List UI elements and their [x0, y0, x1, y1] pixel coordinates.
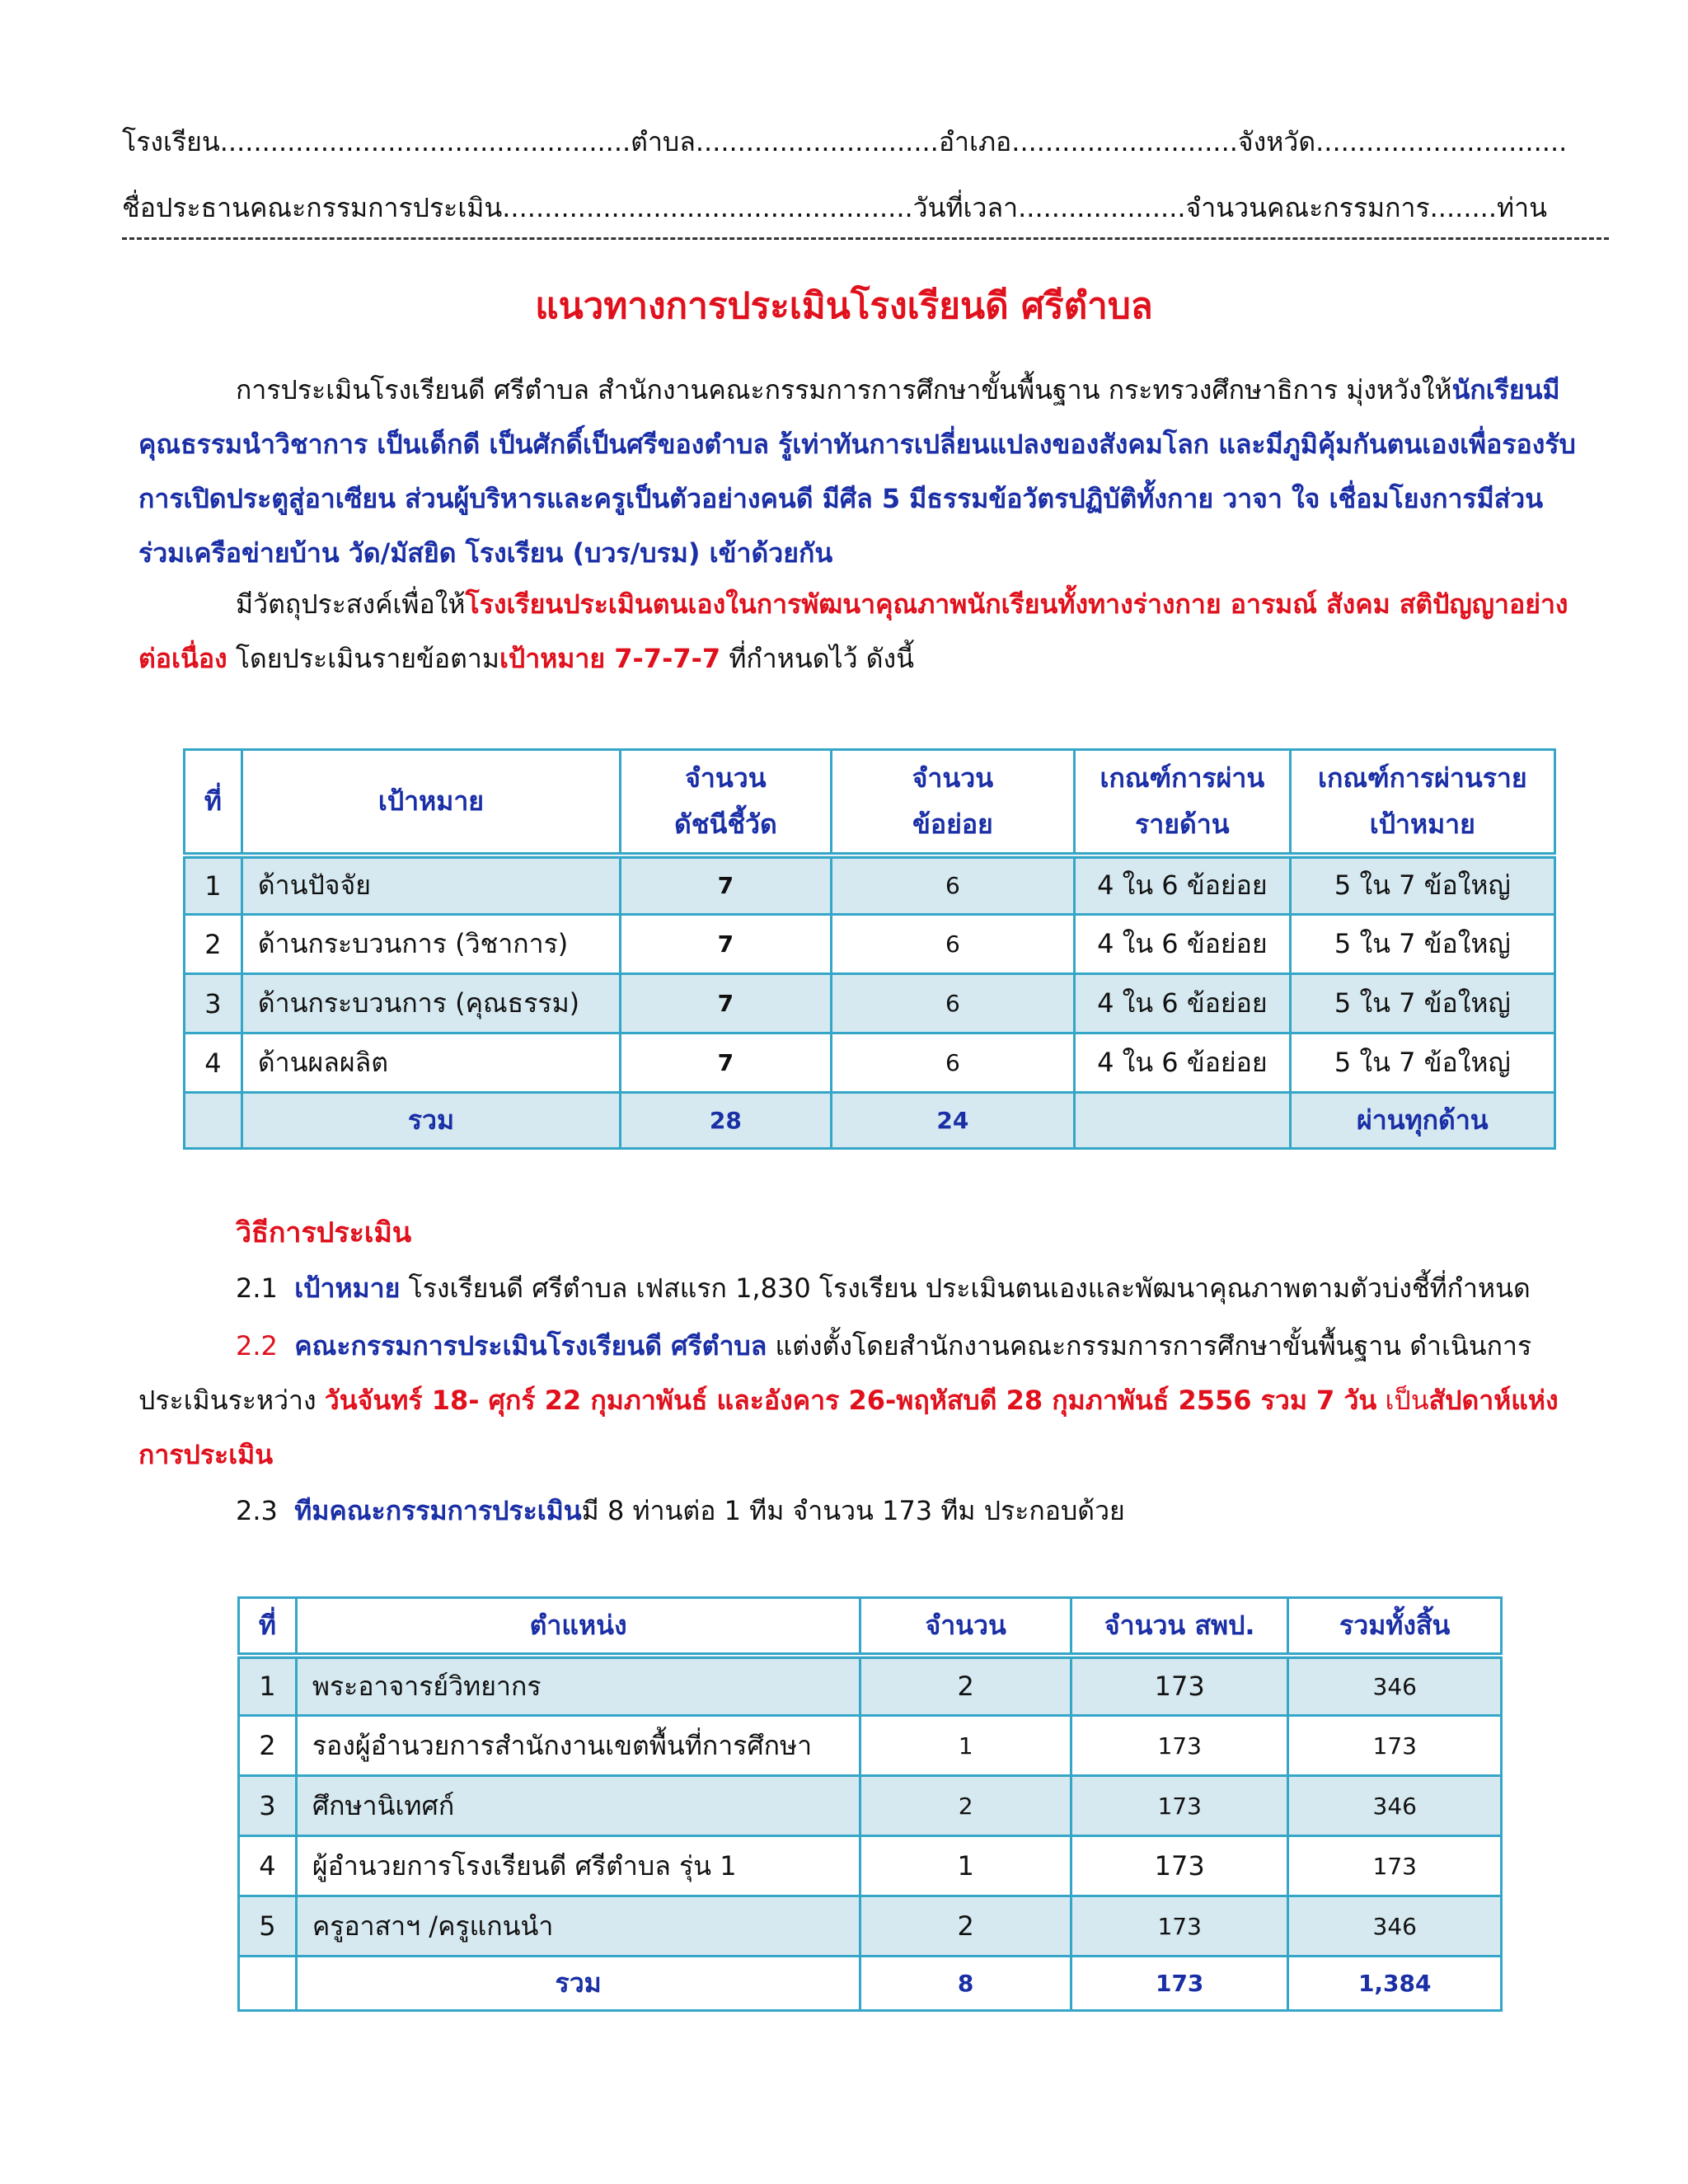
dashed-divider	[122, 237, 1609, 240]
cell	[239, 1957, 297, 2011]
cell: 24	[831, 1093, 1074, 1149]
cell: 1	[185, 855, 242, 915]
method-heading: วิธีการประเมิน	[236, 1216, 412, 1249]
cell: ด้านปัจจัย	[241, 855, 620, 915]
method-item-2-2: 2.2 คณะกรรมการประเมินโรงเรียนดี ศรีตำบล แต่งตั้งโดยสำนักงานคณะกรรมการการศึกษาขั้นพื้นฐาน ดำเนินการประเมินระหว่าง วันจันทร์ 18- ศุกร์ 22 กุมภาพันธ์ และอังคาร 26-พฤหัสบดี 28 กุมภาพันธ์ 2556 รวม 7 วัน เป็นสัปดาห์แห่งการประเมิน	[138, 1330, 1559, 1470]
cell: รวม	[241, 1093, 620, 1149]
table-row	[185, 1033, 1555, 1093]
cell: 173	[1071, 1957, 1288, 2011]
column-header: เกณฑ์การผ่าน รายด้าน	[1075, 750, 1291, 855]
cell: 7	[621, 855, 832, 915]
table-row	[239, 1896, 1502, 1957]
table-header-row	[239, 1598, 1502, 1656]
cell: 7	[621, 974, 832, 1033]
method-item-2-3: 2.3 ทีมคณะกรรมการประเมินมี 8 ท่านต่อ 1 ทีม จำนวน 173 ทีม ประกอบด้วย	[236, 1495, 1125, 1526]
cell: 1	[860, 1836, 1071, 1896]
objective-paragraph: มีวัตถุประสงค์เพื่อให้โรงเรียนประเมินตนเองในการพัฒนาคุณภาพนักเรียนทั้งทางร่างกาย อารมณ์ สังคม สติปัญญาอย่างต่อเนื่อง โดยประเมินรายข้อตามเป้าหมาย 7-7-7-7 ที่กำหนดไว้ ดังนี้	[138, 588, 1568, 674]
cell: 6	[831, 974, 1074, 1033]
cell: 173	[1071, 1836, 1288, 1896]
cell: 2	[185, 915, 242, 974]
cell: 346	[1288, 1656, 1502, 1716]
column-header: จำนวน สพป.	[1071, 1598, 1288, 1656]
cell: 6	[831, 1033, 1074, 1093]
cell: 8	[860, 1957, 1071, 2011]
cell: 5 ใน 7 ข้อใหญ่	[1290, 974, 1554, 1033]
intro-paragraph: การประเมินโรงเรียนดี ศรีตำบล สำนักงานคณะกรรมการการศึกษาขั้นพื้นฐาน กระทรวงศึกษาธิการ มุ่งหวังให้นักเรียนมีคุณธรรมนำวิชาการ เป็นเด็กดี เป็นศักดิ์เป็นศรีของตำบล รู้เท่าทันการเปลี่ยนแปลงของสังคมโลก และมีภูมิคุ้มกันตนเองเพื่อรองรับการเปิดประตูสู่อาเซียน ส่วนผู้บริหารและครูเป็นตัวอย่างคนดี มีศีล 5 มีธรรมข้อวัตรปฏิบัติทั้งกาย วาจา ใจ เชื่อมโยงการมีส่วนร่วมเครือข่ายบ้าน วัด/มัสยิด โรงเรียน (บวร/บรม) เข้าด้วยกัน	[138, 374, 1576, 569]
table-header-row	[185, 750, 1555, 855]
cell: 173	[1071, 1716, 1288, 1776]
cell: 173	[1288, 1716, 1502, 1776]
column-header: รวมทั้งสิ้น	[1288, 1598, 1502, 1656]
column-header: จำนวน	[860, 1598, 1071, 1656]
committee-info-line: ชื่อประธานคณะกรรมการประเมิน.................................................วันที่เวลา....................จำนวนคณะกรรมการ........ท่าน	[122, 192, 1547, 223]
table-row	[239, 1656, 1502, 1716]
column-header: ตำแหน่ง	[296, 1598, 860, 1656]
goals-table	[183, 748, 1556, 1150]
cell: 28	[621, 1093, 832, 1149]
table-row	[239, 1776, 1502, 1836]
table-row	[239, 1836, 1502, 1896]
cell: 4 ใน 6 ข้อย่อย	[1075, 1033, 1291, 1093]
cell: 3	[239, 1776, 297, 1836]
cell: 2	[860, 1776, 1071, 1836]
cell: 5 ใน 7 ข้อใหญ่	[1290, 915, 1554, 974]
cell: 5 ใน 7 ข้อใหญ่	[1290, 1033, 1554, 1093]
cell: 4	[239, 1836, 297, 1896]
cell: รวม	[296, 1957, 860, 2011]
cell: ด้านผลผลิต	[241, 1033, 620, 1093]
cell: 6	[831, 915, 1074, 974]
table-row	[239, 1716, 1502, 1776]
cell	[185, 1093, 242, 1149]
table-row	[185, 915, 1555, 974]
cell: ครูอาสาฯ /ครูแกนนำ	[296, 1896, 860, 1957]
cell: 346	[1288, 1776, 1502, 1836]
cell: 1	[860, 1716, 1071, 1776]
cell: ผู้อำนวยการโรงเรียนดี ศรีตำบล รุ่น 1	[296, 1836, 860, 1896]
table-total-row	[185, 1093, 1555, 1149]
cell: ด้านกระบวนการ (คุณธรรม)	[241, 974, 620, 1033]
cell: 5 ใน 7 ข้อใหญ่	[1290, 855, 1554, 915]
cell: 173	[1071, 1776, 1288, 1836]
school-info-line: โรงเรียน.................................................ตำบล.............................อำเภอ...........................จังหวัด..............................	[122, 126, 1568, 157]
cell: 6	[831, 855, 1074, 915]
cell: 173	[1288, 1836, 1502, 1896]
cell: ด้านกระบวนการ (วิชาการ)	[241, 915, 620, 974]
cell: 4	[185, 1033, 242, 1093]
column-header: เป้าหมาย	[241, 750, 620, 855]
cell: 2	[860, 1896, 1071, 1957]
cell: 1,384	[1288, 1957, 1502, 2011]
cell: 4 ใน 6 ข้อย่อย	[1075, 974, 1291, 1033]
column-header: จำนวน ดัชนีชี้วัด	[621, 750, 832, 855]
table-row	[185, 855, 1555, 915]
cell: 173	[1071, 1656, 1288, 1716]
cell	[1075, 1093, 1291, 1149]
cell: 346	[1288, 1896, 1502, 1957]
table-total-row	[239, 1957, 1502, 2011]
cell: 2	[860, 1656, 1071, 1716]
cell: 173	[1071, 1896, 1288, 1957]
cell: 2	[239, 1716, 297, 1776]
cell: 7	[621, 915, 832, 974]
column-header: ที่	[239, 1598, 297, 1656]
cell: รองผู้อำนวยการสำนักงานเขตพื้นที่การศึกษา	[296, 1716, 860, 1776]
method-item-2-1: 2.1 เป้าหมาย โรงเรียนดี ศรีตำบล เฟสแรก 1,830 โรงเรียน ประเมินตนเองและพัฒนาคุณภาพตามตัวบ่งชี้ที่กำหนด	[236, 1272, 1531, 1304]
cell: 5	[239, 1896, 297, 1957]
cell: พระอาจารย์วิทยากร	[296, 1656, 860, 1716]
cell: 4 ใน 6 ข้อย่อย	[1075, 855, 1291, 915]
column-header: เกณฑ์การผ่านราย เป้าหมาย	[1290, 750, 1554, 855]
cell: ผ่านทุกด้าน	[1290, 1093, 1554, 1149]
committee-table	[237, 1596, 1503, 2012]
cell: ศึกษานิเทศก์	[296, 1776, 860, 1836]
column-header: ที่	[185, 750, 242, 855]
cell: 4 ใน 6 ข้อย่อย	[1075, 915, 1291, 974]
column-header: จำนวน ข้อย่อย	[831, 750, 1074, 855]
page-title: แนวทางการประเมินโรงเรียนดี ศรีตำบล	[535, 285, 1153, 327]
table-row	[185, 974, 1555, 1033]
cell: 3	[185, 974, 242, 1033]
cell: 7	[621, 1033, 832, 1093]
cell: 1	[239, 1656, 297, 1716]
